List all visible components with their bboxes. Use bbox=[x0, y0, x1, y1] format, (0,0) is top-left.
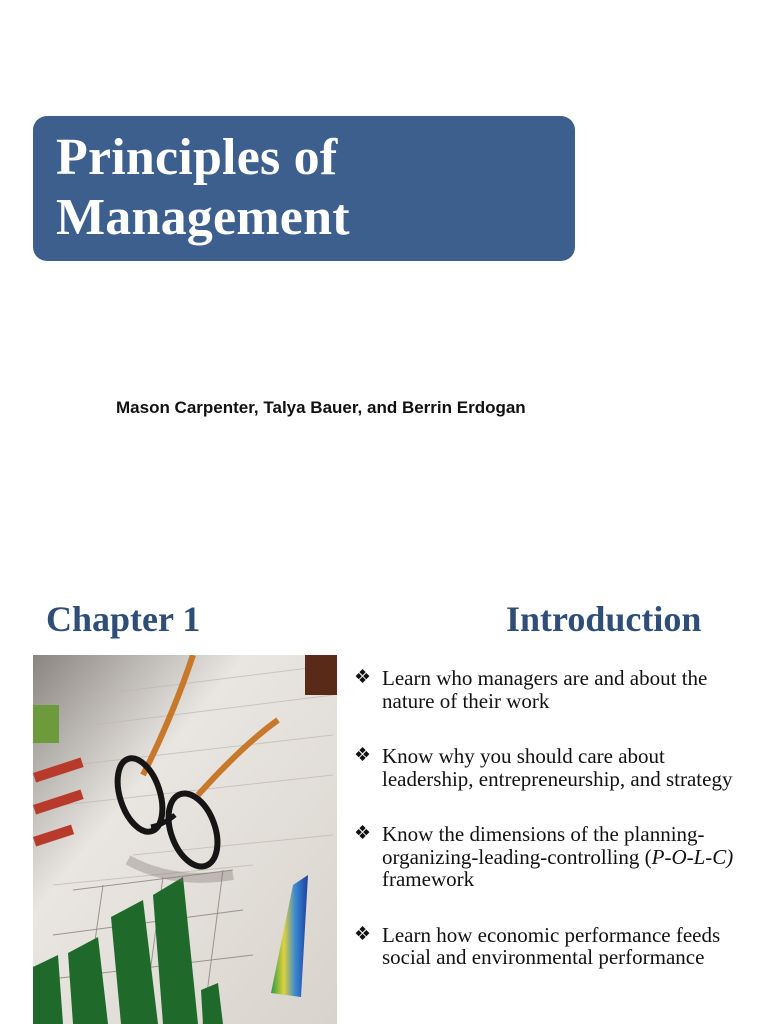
objectives-list bbox=[354, 667, 754, 1002]
authors: Mason Carpenter, Talya Bauer, and Berrin Erdogan bbox=[116, 398, 526, 417]
diamond-bullet-icon: ❖ bbox=[354, 745, 372, 766]
bullet-text-pre: Know the dimensions of the planning-organizing-leading-controlling ( bbox=[382, 822, 705, 869]
bullet-text: Know why you should care about leadership, entrepreneurship, and strategy bbox=[382, 744, 733, 791]
bullet-text: Learn who managers are and about the nature of their work bbox=[382, 666, 708, 713]
bullet-text-emphasis: P-O-L-C) bbox=[651, 844, 734, 869]
diamond-bullet-icon: ❖ bbox=[354, 823, 372, 844]
list-item bbox=[354, 667, 754, 712]
list-item bbox=[354, 823, 754, 891]
bullet-text: Learn how economic performance feeds social and environmental performance bbox=[382, 922, 721, 969]
diamond-bullet-icon: ❖ bbox=[354, 667, 372, 688]
diamond-bullet-icon: ❖ bbox=[354, 923, 372, 945]
section-heading: Introduction bbox=[506, 599, 702, 639]
title-line-1: Principles of bbox=[56, 129, 338, 186]
chapter-heading: Chapter 1 bbox=[46, 599, 201, 639]
title-line-2: Management bbox=[56, 189, 350, 246]
bullet-text bbox=[382, 822, 733, 891]
list-item bbox=[354, 924, 754, 969]
title-banner bbox=[33, 116, 575, 261]
bullet-text-post: framework bbox=[382, 867, 475, 891]
cover-photo bbox=[33, 655, 337, 1024]
list-item bbox=[354, 745, 754, 790]
